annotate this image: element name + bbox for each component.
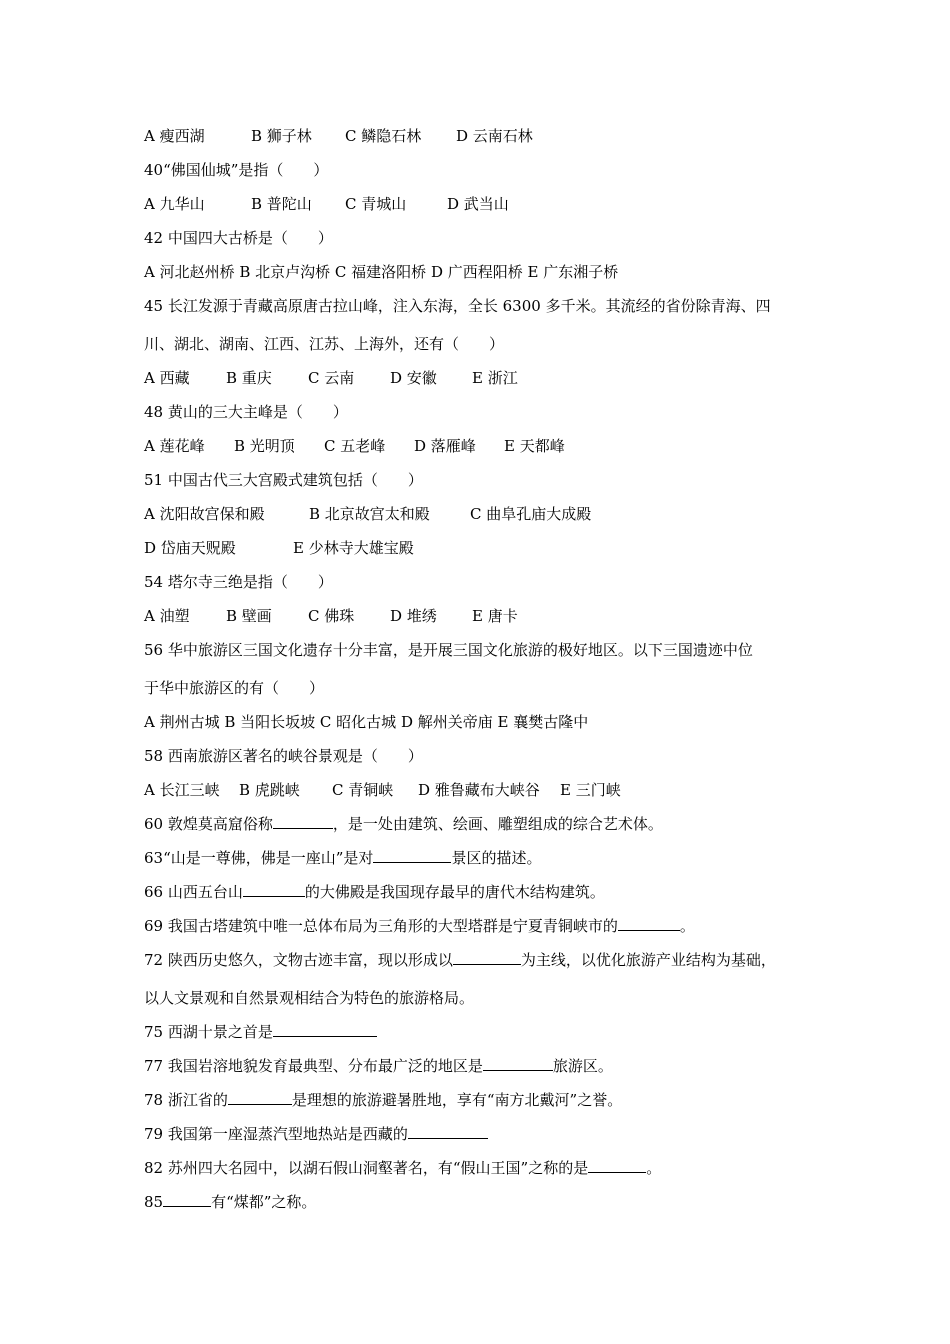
question-text: 78 浙江省的 bbox=[144, 1091, 228, 1109]
answer-blank bbox=[228, 1088, 292, 1105]
question-line: 48 黄山的三大主峰是（ ） bbox=[144, 403, 348, 421]
answer-option: E 少林寺大雄宝殿 bbox=[293, 539, 414, 557]
answer-option: B 重庆 bbox=[226, 369, 272, 387]
answer-option: C 五老峰 bbox=[324, 437, 386, 455]
question-text: 。 bbox=[679, 917, 695, 935]
question-text: 为主线，以优化旅游产业结构为基础， bbox=[520, 951, 776, 969]
question-text: 60 敦煌莫高窟俗称 bbox=[144, 815, 273, 833]
fill-blank-question bbox=[144, 812, 814, 846]
question-text: ，是一处由建筑、绘画、雕塑组成的综合艺术体。 bbox=[332, 815, 663, 833]
option-line bbox=[144, 604, 814, 638]
answer-option: D 堆绣 bbox=[390, 607, 437, 625]
answer-blank bbox=[243, 880, 305, 897]
question-line: 51 中国古代三大宫殿式建筑包括（ ） bbox=[144, 471, 423, 489]
question-line: 以人文景观和自然景观相结合为特色的旅游格局。 bbox=[144, 989, 475, 1007]
answer-blank bbox=[453, 948, 521, 965]
answer-option: D 岱庙天贶殿 bbox=[144, 539, 236, 557]
answer-blank bbox=[408, 1122, 488, 1139]
answer-blank bbox=[273, 1020, 377, 1037]
answer-blank bbox=[163, 1190, 211, 1207]
question-text: 69 我国古塔建筑中唯一总体布局为三角形的大型塔群是宁夏青铜峡市的 bbox=[144, 917, 618, 935]
question-text: 是理想的旅游避暑胜地，享有“南方北戴河”之誉。 bbox=[291, 1091, 623, 1109]
answer-option: A 长江三峡 bbox=[144, 781, 220, 799]
answer-blank bbox=[618, 914, 680, 931]
question-text: 72 陕西历史悠久，文物古迹丰富，现以形成以 bbox=[144, 951, 453, 969]
answer-option: B 光明顶 bbox=[234, 437, 295, 455]
answer-option: A 莲花峰 bbox=[144, 437, 205, 455]
fill-blank-question bbox=[144, 948, 814, 986]
answer-option: C 曲阜孔庙大成殿 bbox=[470, 505, 592, 523]
option-line bbox=[144, 434, 814, 468]
option-line bbox=[144, 502, 814, 536]
fill-blank-question bbox=[144, 880, 814, 914]
fill-blank-question bbox=[144, 1054, 814, 1088]
answer-option: B 虎跳峡 bbox=[239, 781, 300, 799]
fill-blank-question bbox=[144, 846, 814, 880]
question-line: 54 塔尔寺三绝是指（ ） bbox=[144, 573, 333, 591]
question-line: A 河北赵州桥 B 北京卢沟桥 C 福建洛阳桥 D 广西程阳桥 E 广东湘子桥 bbox=[144, 263, 619, 281]
answer-option: C 鳞隐石林 bbox=[345, 127, 422, 145]
answer-option: B 狮子林 bbox=[251, 127, 312, 145]
answer-option: D 落雁峰 bbox=[414, 437, 476, 455]
answer-option: C 青城山 bbox=[345, 195, 407, 213]
question-line: A 荆州古城 B 当阳长坂坡 C 昭化古城 D 解州关帝庙 E 襄樊古隆中 bbox=[144, 713, 589, 731]
fill-blank-question bbox=[144, 1122, 814, 1156]
question-text: 有“煤都”之称。 bbox=[211, 1193, 317, 1211]
answer-blank bbox=[588, 1156, 646, 1173]
question-text: 77 我国岩溶地貌发育最典型、分布最广泛的地区是 bbox=[144, 1057, 483, 1075]
answer-blank bbox=[373, 846, 451, 863]
question-text: 82 苏州四大名园中，以湖石假山洞壑著名，有“假山王国”之称的是 bbox=[144, 1159, 589, 1177]
answer-option: C 青铜峡 bbox=[332, 781, 394, 799]
question-text: 79 我国第一座湿蒸汽型地热站是西藏的 bbox=[144, 1125, 408, 1143]
answer-option: A 油塑 bbox=[144, 607, 190, 625]
option-line bbox=[144, 192, 814, 226]
answer-option: B 壁画 bbox=[226, 607, 272, 625]
question-text: 。 bbox=[646, 1159, 662, 1177]
question-text: 的大佛殿是我国现存最早的唐代木结构建筑。 bbox=[304, 883, 605, 901]
question-line: 于华中旅游区的有（ ） bbox=[144, 679, 325, 697]
answer-option: B 普陀山 bbox=[251, 195, 312, 213]
question-text: 85 bbox=[144, 1193, 164, 1211]
answer-option: C 佛珠 bbox=[308, 607, 355, 625]
answer-blank bbox=[483, 1054, 553, 1071]
answer-option: D 云南石林 bbox=[456, 127, 533, 145]
question-text: 63“山是一尊佛，佛是一座山”是对 bbox=[144, 849, 374, 867]
answer-option: D 安徽 bbox=[390, 369, 437, 387]
answer-option: C 云南 bbox=[308, 369, 355, 387]
answer-option: D 雅鲁藏布大峡谷 bbox=[418, 781, 540, 799]
answer-blank bbox=[273, 812, 333, 829]
question-line: 45 长江发源于青藏高原唐古拉山峰，注入东海，全长 6300 多千米。其流经的省份除青海、四 bbox=[144, 297, 771, 315]
answer-option: A 瘦西湖 bbox=[144, 127, 205, 145]
answer-option: A 九华山 bbox=[144, 195, 205, 213]
question-text: 75 西湖十景之首是 bbox=[144, 1023, 273, 1041]
fill-blank-question bbox=[144, 914, 814, 948]
option-line bbox=[144, 778, 814, 812]
question-line: 58 西南旅游区著名的峡谷景观是（ ） bbox=[144, 747, 423, 765]
fill-blank-question bbox=[144, 1156, 814, 1190]
question-line: 42 中国四大古桥是（ ） bbox=[144, 229, 333, 247]
fill-blank-question bbox=[144, 1020, 814, 1054]
exam-page bbox=[144, 124, 814, 1224]
answer-option: E 唐卡 bbox=[472, 607, 518, 625]
answer-option: E 三门峡 bbox=[560, 781, 621, 799]
answer-option: A 西藏 bbox=[144, 369, 190, 387]
answer-option: E 天都峰 bbox=[504, 437, 565, 455]
option-line bbox=[144, 366, 814, 400]
answer-option: A 沈阳故宫保和殿 bbox=[144, 505, 265, 523]
option-line bbox=[144, 536, 814, 570]
question-text: 旅游区。 bbox=[552, 1057, 613, 1075]
question-line: 56 华中旅游区三国文化遗存十分丰富，是开展三国文化旅游的极好地区。以下三国遗迹中位 bbox=[144, 641, 753, 659]
question-text: 景区的描述。 bbox=[451, 849, 542, 867]
fill-blank-question bbox=[144, 1190, 814, 1224]
question-text: 66 山西五台山 bbox=[144, 883, 243, 901]
answer-option: B 北京故宫太和殿 bbox=[309, 505, 430, 523]
fill-blank-question bbox=[144, 1088, 814, 1122]
answer-option: D 武当山 bbox=[447, 195, 509, 213]
answer-option: E 浙江 bbox=[472, 369, 518, 387]
question-line: 40“佛国仙城”是指（ ） bbox=[144, 161, 329, 179]
option-line bbox=[144, 124, 814, 158]
question-line: 川、湖北、湖南、江西、江苏、上海外，还有（ ） bbox=[144, 335, 505, 353]
